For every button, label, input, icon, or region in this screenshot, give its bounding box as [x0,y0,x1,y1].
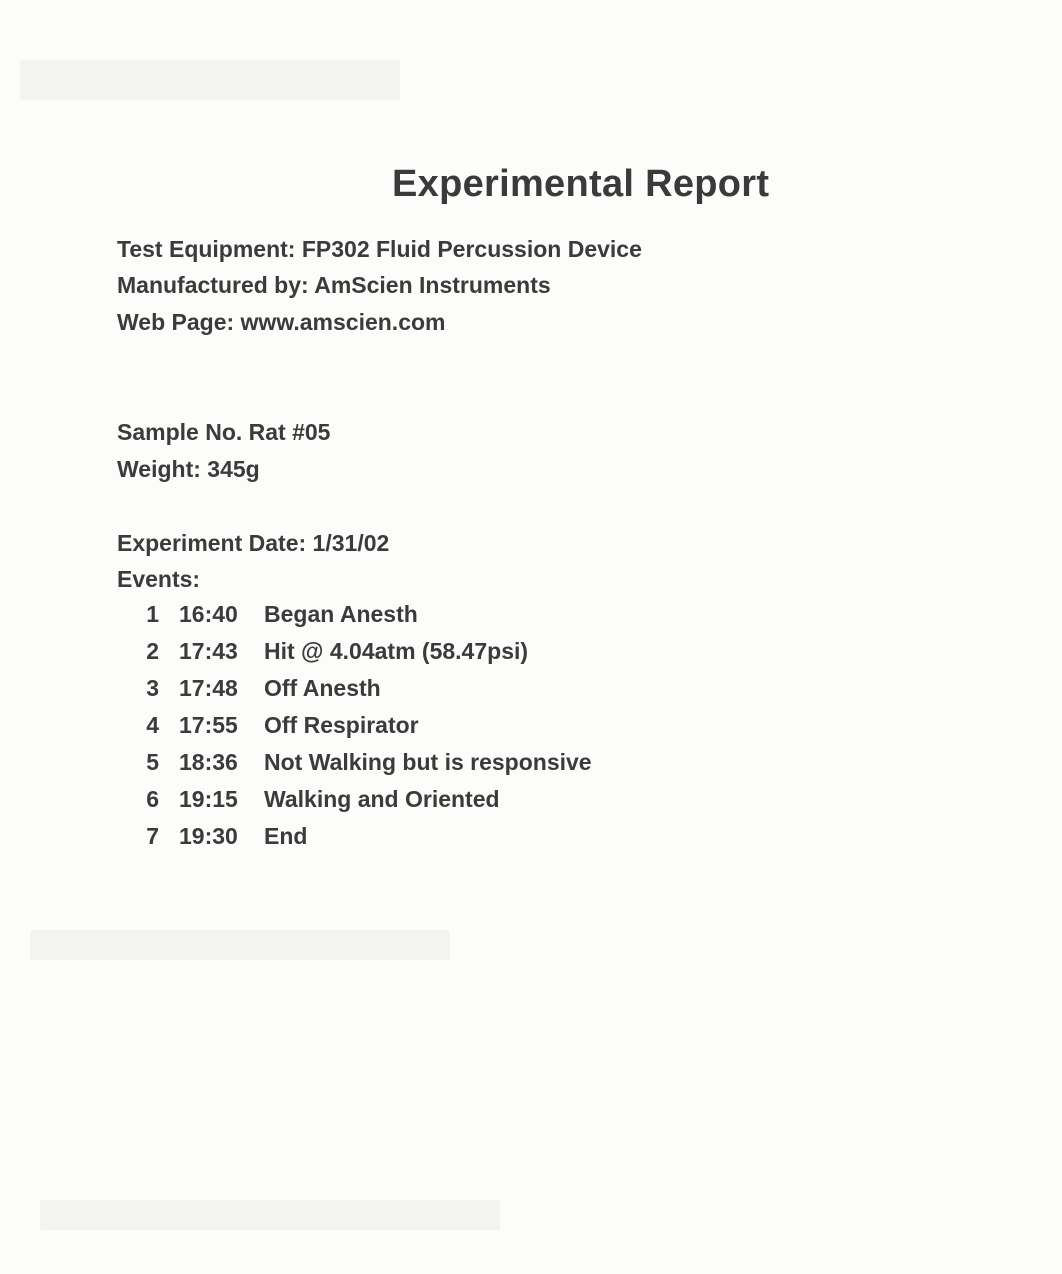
scan-artifact [30,930,450,960]
event-number: 2 [146,638,159,664]
experiment-date-line: Experiment Date: 1/31/02 [117,530,390,556]
event-time: 17:48 [179,675,238,701]
event-description: Off Respirator [264,712,419,738]
event-number: 3 [146,675,159,701]
event-description: Off Anesth [264,675,381,701]
event-description: Began Anesth [264,601,418,627]
event-description: Hit @ 4.04atm (58.47psi) [264,638,529,664]
event-time: 19:30 [179,823,238,849]
event-number: 6 [146,786,159,812]
event-time: 17:55 [179,712,238,738]
event-time: 18:36 [179,749,238,775]
scan-artifact [20,60,400,100]
weight-line: Weight: 345g [117,456,260,482]
event-number: 7 [146,823,159,849]
event-description: Not Walking but is responsive [264,749,592,775]
events-label: Events: [117,566,201,592]
event-description: Walking and Oriented [264,786,500,812]
web-page-line: Web Page: www.amscien.com [117,309,446,335]
report-title: Experimental Report [392,163,770,205]
scan-artifact [40,1200,500,1230]
event-number: 1 [146,601,159,627]
test-equipment-line: Test Equipment: FP302 Fluid Percussion Device [117,236,642,262]
event-number: 5 [146,749,159,775]
event-number: 4 [146,712,159,738]
event-time: 17:43 [179,638,238,664]
sample-number-line: Sample No. Rat #05 [117,419,331,445]
event-time: 16:40 [179,601,238,627]
event-time: 19:15 [179,786,238,812]
manufacturer-line: Manufactured by: AmScien Instruments [117,272,551,298]
event-description: End [264,823,308,849]
